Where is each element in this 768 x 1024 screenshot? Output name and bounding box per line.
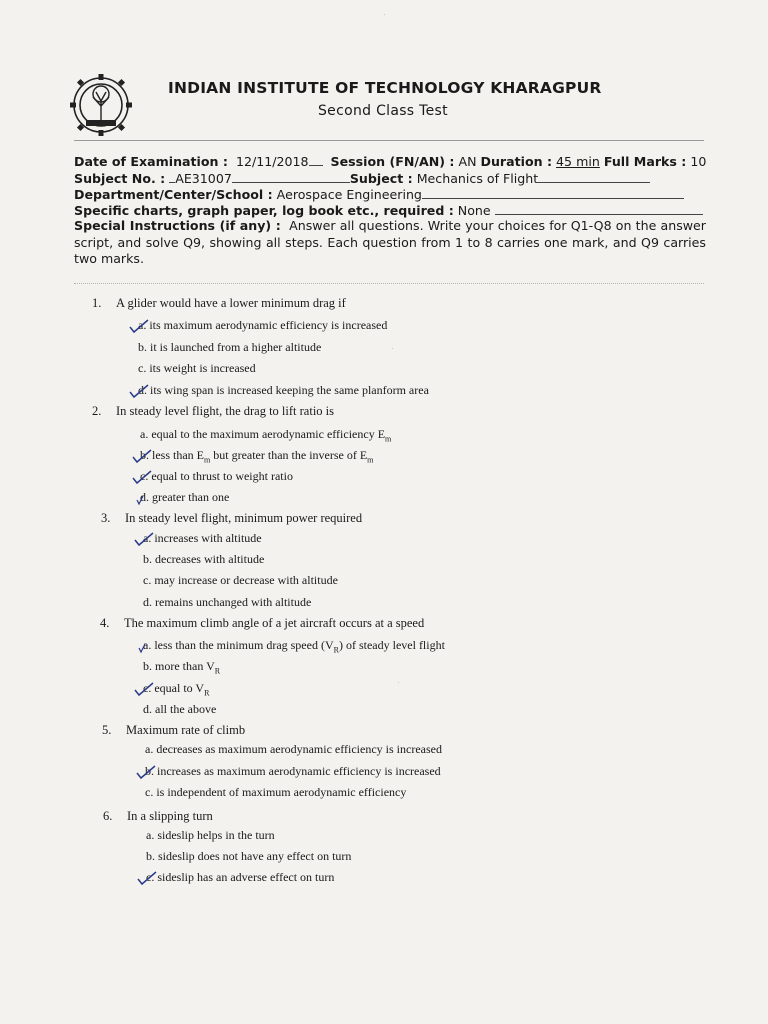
test-title: Second Class Test bbox=[318, 103, 448, 119]
option-2c: c. equal to thrust to weight ratio bbox=[140, 469, 293, 483]
option-6c: c. sideslip has an adverse effect on turn bbox=[146, 870, 335, 884]
paper-speck bbox=[398, 682, 399, 683]
paper-speck bbox=[384, 14, 385, 15]
paper-speck bbox=[392, 348, 393, 349]
special-instructions: Special Instructions (if any) : Answer all questions. Write your choices for Q1-Q8 on the answer script, and solve Q9, showing all steps. Each question from 1 to 8 carries one mark, and Q9 carries two marks. bbox=[74, 218, 706, 267]
option-2b: b. less than $E_m$ but greater than the inverse of $E_m$ bbox=[140, 448, 374, 465]
option-1b: b. it is launched from a higher altitude bbox=[138, 340, 322, 354]
question-3: 3. In steady level flight, minimum power required bbox=[101, 511, 363, 525]
option-6a: a. sideslip helps in the turn bbox=[146, 828, 275, 842]
question-4: 4. The maximum climb angle of a jet aircraft occurs at a speed bbox=[100, 616, 425, 630]
tick-6c-icon bbox=[136, 870, 158, 886]
tick-2b-icon bbox=[131, 448, 153, 464]
instructions-text: Answer all questions. Write your choices for Q1-Q8 on the answer script, and solve Q9, showing all steps. Each question from 1 to 8 carries one mark, and Q9 carries two marks. bbox=[74, 218, 706, 267]
option-2a: a. equal to the maximum aerodynamic efficiency $E_m$ bbox=[140, 427, 392, 444]
question-2: 2. In steady level flight, the drag to lift ratio is bbox=[92, 404, 334, 418]
department-value: Aerospace Engineering bbox=[276, 187, 422, 202]
department-line: Department/Center/School : Aerospace Engineering bbox=[74, 186, 714, 203]
tick-1d-icon bbox=[128, 383, 150, 399]
question-6: 6. In a slipping turn bbox=[103, 809, 213, 823]
session-value: AN bbox=[458, 154, 477, 169]
option-1d: d. its wing span is increased keeping the same planform area bbox=[138, 383, 429, 397]
tick-4c-icon bbox=[133, 681, 155, 697]
tick-2c-icon bbox=[131, 469, 153, 485]
tick-1a-icon bbox=[128, 318, 150, 334]
option-3d: d. remains unchanged with altitude bbox=[143, 595, 312, 609]
exam-date-line: Date of Examination : 12/11/2018 Session (FN/AN) : AN Duration : 45 min Full Marks : 10 bbox=[74, 154, 707, 169]
full-marks-value: 10 bbox=[690, 154, 707, 169]
tick-5b-icon bbox=[135, 764, 157, 780]
option-5b: b. increases as maximum aerodynamic efficiency is increased bbox=[145, 764, 441, 778]
section-divider bbox=[74, 283, 704, 284]
option-2d: d. greater than one bbox=[140, 490, 230, 504]
option-6b: b. sideslip does not have any effect on turn bbox=[146, 849, 352, 863]
subject-no-value: AE31007 bbox=[175, 171, 232, 186]
option-1a: a. its maximum aerodynamic efficiency is increased bbox=[138, 318, 388, 332]
header-divider bbox=[74, 140, 704, 141]
option-4c: c. equal to $V_R$ bbox=[143, 681, 210, 698]
option-3a: a. increases with altitude bbox=[143, 531, 262, 545]
duration-value: 45 min bbox=[556, 154, 600, 169]
tick-4a-icon bbox=[133, 638, 155, 654]
institute-title: INDIAN INSTITUTE OF TECHNOLOGY KHARAGPUR bbox=[168, 79, 602, 97]
tick-2d-icon bbox=[131, 490, 153, 506]
question-5: 5. Maximum rate of climb bbox=[102, 723, 246, 737]
option-5a: a. decreases as maximum aerodynamic efficiency is increased bbox=[145, 742, 442, 756]
option-4b: b. more than $V_R$ bbox=[143, 659, 221, 676]
option-4a: a. less than the minimum drag speed $(V_R)$ of steady level flight bbox=[143, 638, 445, 655]
exam-date: 12/11/2018 bbox=[235, 154, 309, 169]
option-3c: c. may increase or decrease with altitude bbox=[143, 573, 338, 587]
charts-value: None bbox=[457, 203, 491, 218]
tick-3a-icon bbox=[133, 531, 155, 547]
subject-value: Mechanics of Flight bbox=[416, 171, 539, 186]
option-1c: c. its weight is increased bbox=[138, 361, 256, 375]
question-1: 1. A glider would have a lower minimum drag if bbox=[92, 296, 346, 310]
option-3b: b. decreases with altitude bbox=[143, 552, 265, 566]
option-4d: d. all the above bbox=[143, 702, 217, 716]
charts-line: Specific charts, graph paper, log book etc., required : None bbox=[74, 202, 714, 219]
iit-emblem-icon bbox=[66, 70, 136, 140]
subject-line: Subject No. : AE31007 Subject : Mechanics of Flight bbox=[74, 170, 714, 187]
option-5c: c. is independent of maximum aerodynamic efficiency bbox=[145, 785, 407, 799]
